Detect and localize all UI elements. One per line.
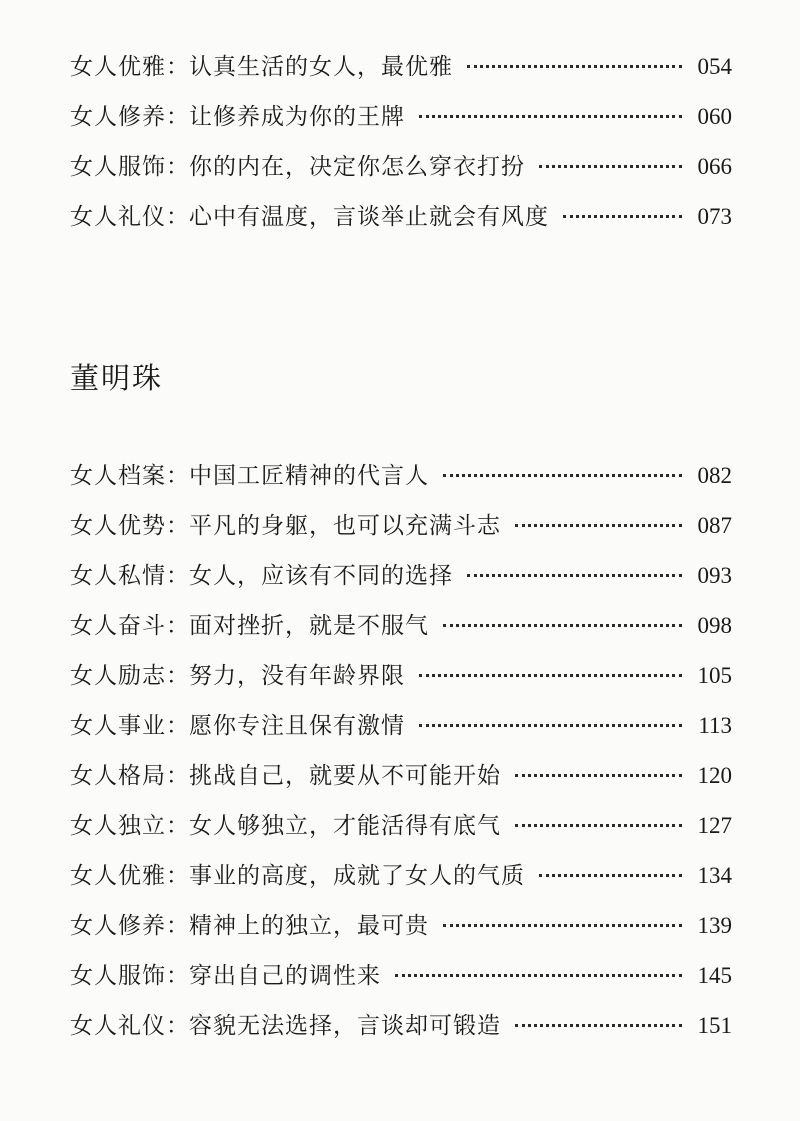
- entry-category: 女人礼仪: [70, 1013, 166, 1039]
- toc-entry[interactable]: [70, 907, 732, 957]
- entry-title: 容貌无法选择，言谈却可锻造: [189, 1013, 501, 1039]
- dot-leader: [443, 474, 682, 477]
- entry-title: 女人，应该有不同的选择: [189, 563, 453, 589]
- entry-category: 女人奋斗: [70, 613, 166, 639]
- entry-category: 女人事业: [70, 713, 166, 739]
- entry-category: 女人独立: [70, 813, 166, 839]
- dot-leader: [539, 874, 682, 877]
- dot-leader: [515, 824, 682, 827]
- dot-leader: [467, 65, 682, 68]
- page-number: 120: [697, 763, 732, 788]
- entry-title: 愿你专注且保有激情: [189, 713, 405, 739]
- entry-separator: ：: [166, 813, 189, 839]
- toc-entry[interactable]: [70, 657, 732, 707]
- entry-separator: ：: [166, 913, 189, 939]
- entry-title: 挑战自己，就要从不可能开始: [189, 763, 501, 789]
- entry-title: 让修养成为你的王牌: [189, 104, 405, 130]
- entry-separator: ：: [166, 613, 189, 639]
- entry-category: 女人修养: [70, 913, 166, 939]
- page-number: 054: [697, 54, 732, 79]
- toc-entry[interactable]: [70, 457, 732, 507]
- entry-title: 面对挫折，就是不服气: [189, 613, 429, 639]
- entry-separator: ：: [166, 513, 189, 539]
- entry-separator: ：: [166, 104, 189, 130]
- entry-title: 精神上的独立，最可贵: [189, 913, 429, 939]
- entry-separator: ：: [166, 54, 189, 80]
- dot-leader: [419, 724, 682, 727]
- entry-title: 中国工匠精神的代言人: [189, 463, 429, 489]
- entry-title: 心中有温度，言谈举止就会有风度: [189, 204, 549, 230]
- entry-category: 女人服饰: [70, 154, 166, 180]
- dot-leader: [443, 924, 682, 927]
- entry-category: 女人励志: [70, 663, 166, 689]
- dot-leader: [563, 215, 682, 218]
- entry-title: 穿出自己的调性来: [189, 963, 381, 989]
- page-number: 066: [697, 154, 732, 179]
- dot-leader: [515, 774, 682, 777]
- section-heading: 董明珠: [70, 361, 164, 395]
- entry-category: 女人格局: [70, 763, 166, 789]
- entry-separator: ：: [166, 763, 189, 789]
- entry-category: 女人优雅: [70, 863, 166, 889]
- dot-leader: [395, 974, 682, 977]
- page-number: 105: [697, 663, 732, 688]
- entry-title: 努力，没有年龄界限: [189, 663, 405, 689]
- toc-section-2: [70, 457, 732, 1057]
- page-number: 082: [697, 463, 732, 488]
- toc-entry[interactable]: [70, 1007, 732, 1057]
- toc-entry[interactable]: [70, 807, 732, 857]
- entry-title: 你的内在，决定你怎么穿衣打扮: [189, 154, 525, 180]
- entry-category: 女人档案: [70, 463, 166, 489]
- toc-entry[interactable]: [70, 507, 732, 557]
- toc-entry[interactable]: [70, 148, 732, 198]
- toc-section-1: [70, 48, 732, 248]
- toc-entry[interactable]: [70, 757, 732, 807]
- dot-leader: [443, 624, 682, 627]
- page-number: 087: [697, 513, 732, 538]
- entry-category: 女人修养: [70, 104, 166, 130]
- entry-category: 女人优雅: [70, 54, 166, 80]
- entry-category: 女人私情: [70, 563, 166, 589]
- entry-title: 事业的高度，成就了女人的气质: [189, 863, 525, 889]
- page-number: 098: [697, 613, 732, 638]
- entry-separator: ：: [166, 1013, 189, 1039]
- toc-entry[interactable]: [70, 957, 732, 1007]
- toc-entry[interactable]: [70, 607, 732, 657]
- entry-title: 认真生活的女人，最优雅: [189, 54, 453, 80]
- entry-separator: ：: [166, 463, 189, 489]
- dot-leader: [419, 674, 682, 677]
- dot-leader: [515, 524, 682, 527]
- entry-title: 平凡的身躯，也可以充满斗志: [189, 513, 501, 539]
- dot-leader: [539, 165, 682, 168]
- page-number: 145: [697, 963, 732, 988]
- page-number: 093: [697, 563, 732, 588]
- entry-separator: ：: [166, 863, 189, 889]
- page-number: 139: [697, 913, 732, 938]
- page-number: 151: [697, 1013, 732, 1038]
- entry-category: 女人服饰: [70, 963, 166, 989]
- toc-entry[interactable]: [70, 707, 732, 757]
- dot-leader: [515, 1024, 682, 1027]
- toc-entry[interactable]: [70, 98, 732, 148]
- dot-leader: [419, 115, 682, 118]
- entry-separator: ：: [166, 204, 189, 230]
- entry-separator: ：: [166, 663, 189, 689]
- toc-entry[interactable]: [70, 198, 732, 248]
- entry-title: 女人够独立，才能活得有底气: [189, 813, 501, 839]
- entry-separator: ：: [166, 713, 189, 739]
- toc-entry[interactable]: [70, 557, 732, 607]
- toc-entry[interactable]: [70, 857, 732, 907]
- page-number: 060: [697, 104, 732, 129]
- entry-separator: ：: [166, 963, 189, 989]
- entry-separator: ：: [166, 154, 189, 180]
- page-number: 113: [698, 713, 732, 738]
- entry-category: 女人优势: [70, 513, 166, 539]
- dot-leader: [467, 574, 682, 577]
- toc-entry[interactable]: [70, 48, 732, 98]
- page-number: 073: [697, 204, 732, 229]
- entry-separator: ：: [166, 563, 189, 589]
- entry-category: 女人礼仪: [70, 204, 166, 230]
- page-number: 134: [697, 863, 732, 888]
- page-number: 127: [697, 813, 732, 838]
